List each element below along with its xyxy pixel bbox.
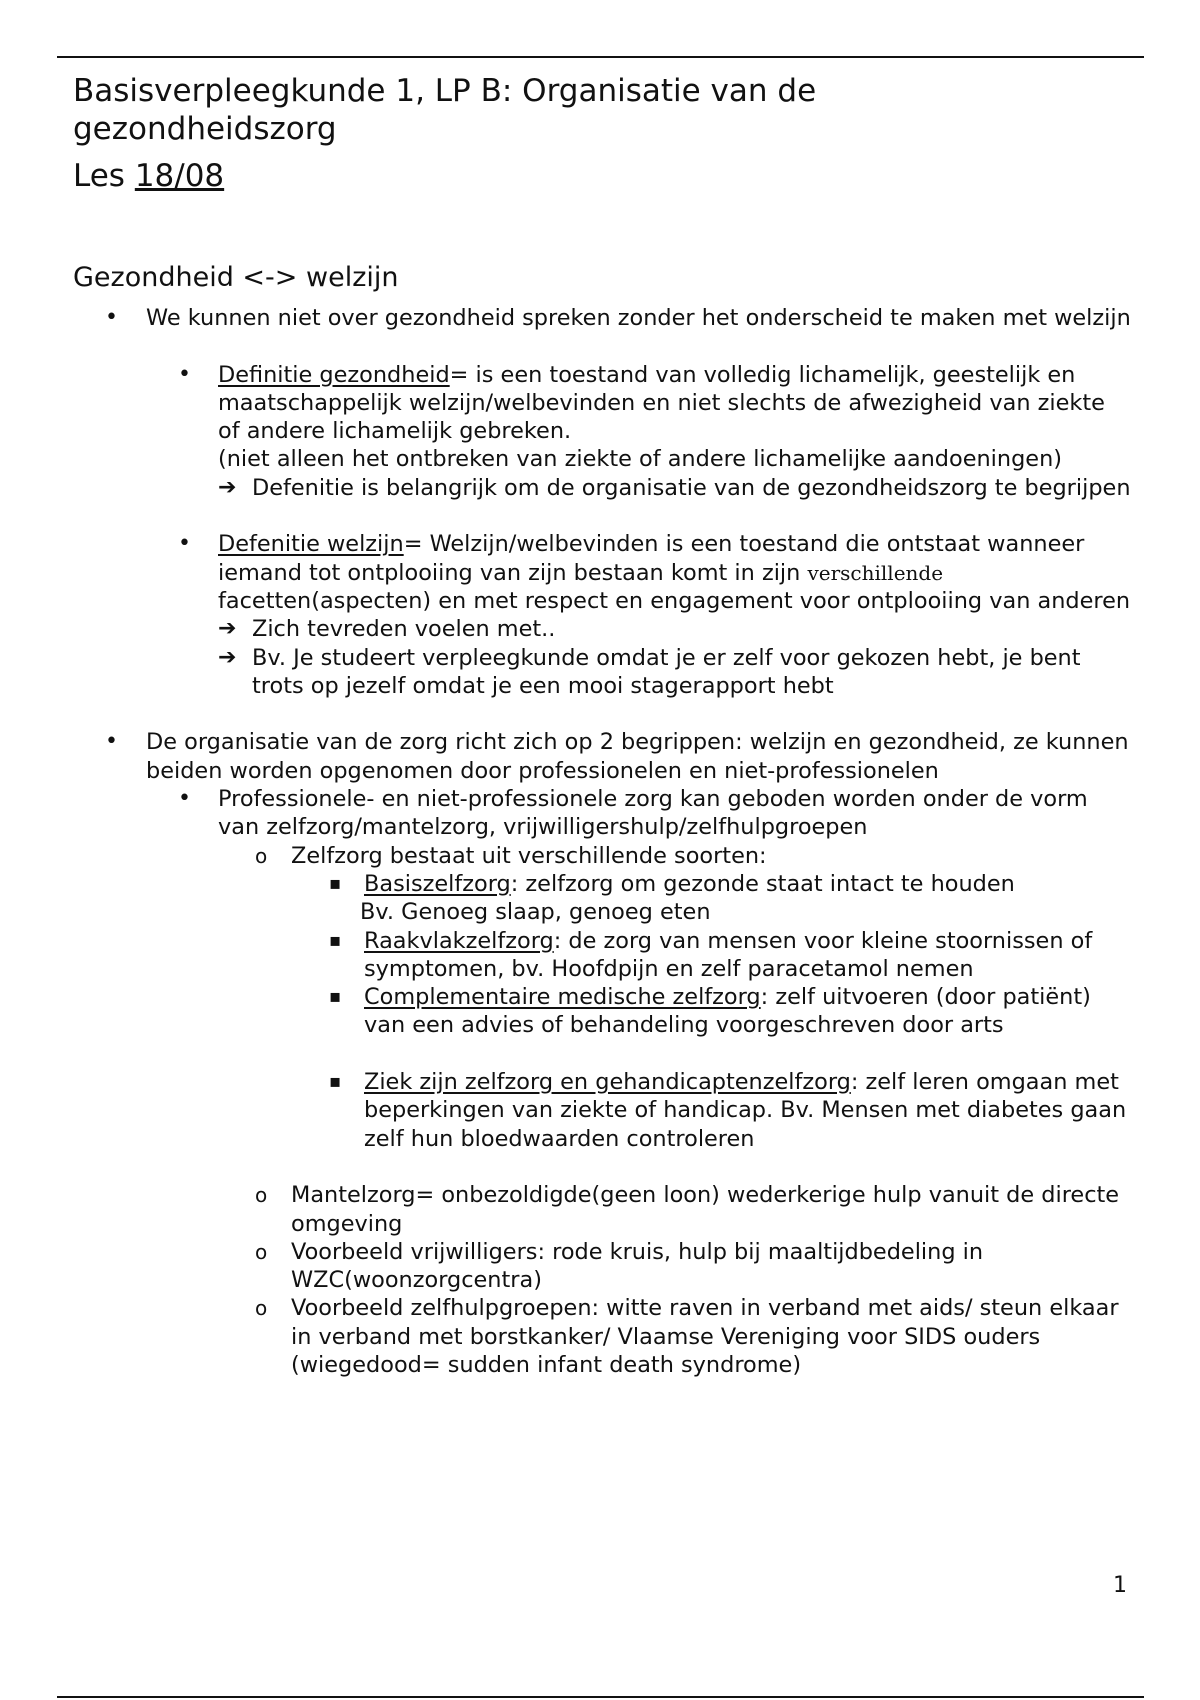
- list-item-definition-health: [73, 361, 1133, 474]
- bullet-marker: •: [105, 729, 118, 755]
- list-item-selfcare-type-3: ▪ Complementaire medische zelfzorg: zelf uitvoeren (door patiënt) van een advies of behandeling voorgeschreven door arts: [329, 984, 1091, 1039]
- list-item-volunteers: o Voorbeeld vrijwilligers: rode kruis, hulp bij maaltijdbedeling in WZC(woonzorgcentra): [255, 1238, 984, 1294]
- circle-marker: o: [255, 1239, 268, 1264]
- list-item-selfcare-type-1: ▪ Basiszelfzorg: zelfzorg om gezonde staat intact te houden Bv. Genoeg slaap, genoeg eten: [329, 870, 1015, 926]
- square-marker: ▪: [329, 872, 342, 894]
- page-number: 1: [1113, 1573, 1127, 1598]
- intro-text: We kunnen niet over gezondheid spreken zonder het onderscheid te maken met welzijn: [146, 305, 1131, 331]
- list-item-intro: [73, 304, 1133, 332]
- bullet-marker: •: [178, 531, 191, 557]
- list-item-selfcare-type-2: ▪ Raakvlakzelfzorg: de zorg van mensen voor kleine stoornissen of symptomen, bv. Hoofdpijn en zelf paracetamol nemen: [329, 927, 1093, 982]
- lesson-label: Les: [73, 158, 125, 194]
- list-item-selfcare-intro: o Zelfzorg bestaat uit verschillende soorten:: [255, 842, 767, 869]
- list-item-care-forms: • Professionele- en niet-professionele zorg kan geboden worden onder de vorm van zelfzorg/mantelzorg, vrijwilligershulp/zelfhulpgroepen: [178, 786, 1088, 841]
- arrow-marker: ➔: [218, 644, 237, 670]
- list-item-organisation: • De organisatie van de zorg richt zich op 2 begrippen: welzijn en gezondheid, ze kunnen beiden worden opgenomen door professionelen en niet-professionelen: [105, 729, 1129, 784]
- section-heading: Gezondheid <-> welzijn: [73, 262, 399, 293]
- lesson-line: [73, 157, 224, 195]
- circle-marker: o: [255, 843, 268, 868]
- arrow-item-health: [73, 474, 1133, 502]
- lesson-date: 18/08: [134, 158, 225, 194]
- definition-health-term: Definitie gezondheid: [218, 361, 450, 388]
- definition-health-arrow: Defenitie is belangrijk om de organisatie van de gezondheidszorg te begrijpen: [252, 474, 1131, 501]
- square-marker: ▪: [329, 986, 342, 1008]
- definition-welfare-term: Defenitie welzijn: [218, 531, 404, 558]
- arrow-item-welfare-1: ➔ Zich tevreden voelen met..: [218, 616, 556, 643]
- square-marker: ▪: [329, 1071, 342, 1093]
- list-item-selfhelp: o Voorbeeld zelfhulpgroepen: witte raven in verband met aids/ steun elkaar in verband met borstkanker/ Vlaamse Vereniging voor SIDS ouders (wiegedood= sudden infant death syndrome): [255, 1295, 1119, 1378]
- top-rule: [57, 56, 1144, 58]
- arrow-item-welfare-2: ➔ Bv. Je studeert verpleegkunde omdat je er zelf voor gekozen hebt, je bent trots op jezelf omdat je een mooi stagerapport hebt: [218, 644, 1081, 699]
- circle-marker: o: [255, 1183, 268, 1208]
- definition-health-note: (niet alleen het ontbreken van ziekte of andere lichamelijke aandoeningen): [218, 446, 1063, 473]
- list-item-mantelzorg: o Mantelzorg= onbezoldigde(geen loon) wederkerige hulp vanuit de directe omgeving: [255, 1182, 1120, 1237]
- bottom-rule: [57, 1696, 1144, 1698]
- list-item-selfcare-type-4: ▪ Ziek zijn zelfzorg en gehandicaptenzelfzorg: zelf leren omgaan met beperkingen van ziekte of handicap. Bv. Mensen met diabetes gaan zelf hun bloedwaarden controleren: [329, 1069, 1127, 1152]
- bullet-marker: •: [178, 786, 191, 812]
- arrow-marker: ➔: [218, 474, 237, 500]
- square-marker: ▪: [329, 929, 342, 951]
- definition-welfare-text: Defenitie welzijn= Welzijn/welbevinden is een toestand die ontstaat wanneer iemand tot ontplooiing van zijn bestaan komt in zijn verschillende facetten(aspecten) en met respect en engagement voor ontplooiing van anderen: [218, 531, 1131, 614]
- arrow-marker: ➔: [218, 616, 237, 642]
- circle-marker: o: [255, 1296, 268, 1321]
- definition-health-text: Definitie gezondheid= is een toestand van volledig lichamelijk, geestelijk en maatschappelijk welzijn/welbevinden en niet slechts de afwezigheid van ziekte of andere lichamelijk gebreken.: [218, 361, 1105, 445]
- list-item-definition-welfare: [73, 530, 1133, 615]
- bullet-marker: •: [105, 305, 118, 330]
- bullet-marker: •: [178, 361, 191, 387]
- document-body: [73, 304, 1133, 1379]
- document-title: Basisverpleegkunde 1, LP B: Organisatie van de gezondheidszorg: [73, 73, 817, 147]
